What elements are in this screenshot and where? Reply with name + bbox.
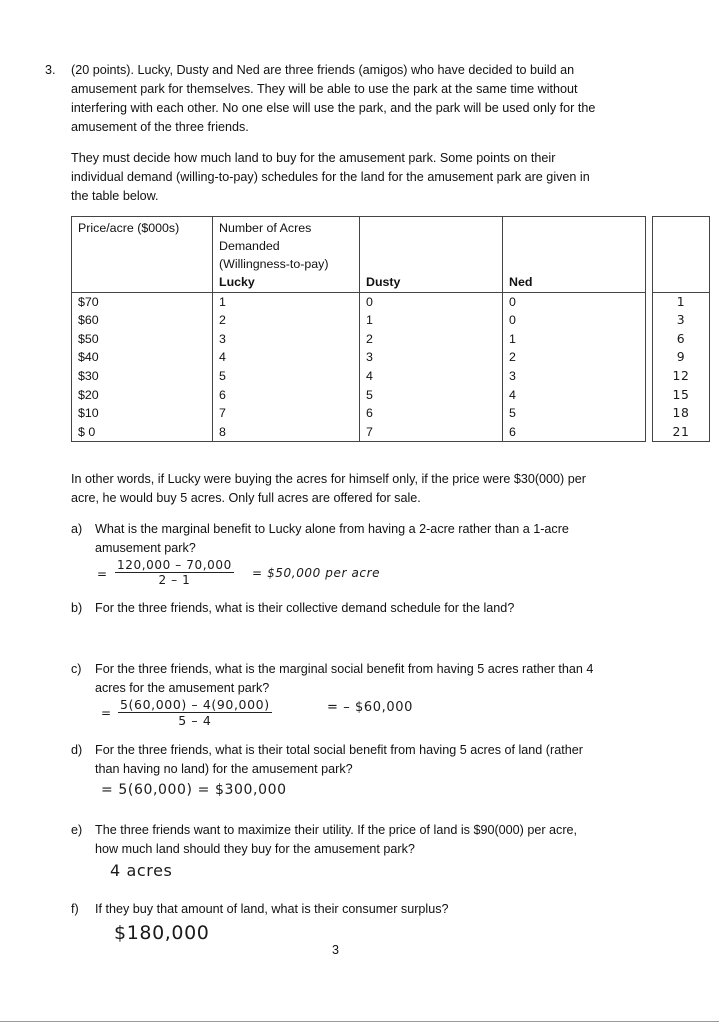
part-c-label: c) [71,662,82,676]
dusty-cell: 0 [360,292,503,311]
lucky-cell: 7 [213,404,360,423]
intro-line-2: amusement park for themselves. They will be able to use the park at the same time without [71,82,578,96]
table-gap [646,217,653,274]
part-a-numerator: 120,000 – 70,000 [117,558,232,572]
table-row [72,311,710,330]
ned-cell: 0 [503,311,646,330]
handwritten-total-cell: 12 [653,367,710,386]
lucky-cell: 2 [213,311,360,330]
part-e-line-1: The three friends want to maximize their utility. If the price of land is $90(000) per acre, [95,823,578,837]
part-c-line-2: acres for the amusement park? [95,681,270,695]
part-c-equals: = [101,706,112,720]
dusty-cell: 5 [360,386,503,405]
ned-cell: 2 [503,348,646,367]
part-d-line-2: than having no land) for the amusement park? [95,762,353,776]
part-b-line-1: For the three friends, what is their collective demand schedule for the land? [95,601,515,615]
price-cell: $30 [72,367,213,386]
lucky-cell: 1 [213,292,360,311]
table-row [72,423,710,442]
part-f-answer: $180,000 [114,922,210,944]
table-gap [646,330,653,349]
para2-line-1: They must decide how much land to buy for the amusement park. Some points on their [71,151,556,165]
price-cell: $60 [72,311,213,330]
part-f-line-1: If they buy that amount of land, what is their consumer surplus? [95,902,449,916]
demand-header-line-3: (Willingness-to-pay) [219,257,329,271]
bottom-divider [0,1021,719,1022]
header-blank-dusty [360,217,503,274]
price-cell: $10 [72,404,213,423]
table-row [72,386,710,405]
part-d-line-1: For the three friends, what is their total social benefit from having 5 acres of land (rather [95,743,583,757]
col-lucky: Lucky [213,273,360,292]
table-row [72,367,710,386]
handwritten-total-cell: 9 [653,348,710,367]
part-e-label: e) [71,823,83,837]
part-e-answer: 4 acres [110,861,173,880]
col-ned: Ned [503,273,646,292]
intro-line-3: interfering with each other. No one else will use the park, and the park will be used only for the [71,101,596,115]
ned-cell: 5 [503,404,646,423]
intro-line-4: amusement of the three friends. [71,120,249,134]
part-a-line-2: amusement park? [95,541,196,555]
dusty-cell: 2 [360,330,503,349]
price-cell: $50 [72,330,213,349]
dusty-cell: 1 [360,311,503,330]
table-row [72,330,710,349]
part-d-label: d) [71,743,83,757]
part-b-label: b) [71,601,83,615]
part-c-line-1: For the three friends, what is the marginal social benefit from having 5 acres rather than 4 [95,662,594,676]
dusty-cell: 7 [360,423,503,442]
demand-table [71,216,710,442]
part-d-answer: = 5(60,000) = $300,000 [101,782,287,798]
para2-line-2: individual demand (willing-to-pay) schedules for the land for the amusement park are given in [71,170,590,184]
lucky-cell: 3 [213,330,360,349]
part-c-fraction [118,697,272,728]
part-c-numerator: 5(60,000) – 4(90,000) [120,697,270,712]
table-row [72,292,710,311]
ned-cell: 3 [503,367,646,386]
ned-cell: 1 [503,330,646,349]
table-row [72,404,710,423]
header-blank-extra [653,217,710,274]
table-gap [646,423,653,442]
col-dusty: Dusty [360,273,503,292]
lucky-cell: 6 [213,386,360,405]
handwritten-total-cell: 15 [653,386,710,405]
price-cell: $40 [72,348,213,367]
intro-line-1: (20 points). Lucky, Dusty and Ned are three friends (amigos) who have decided to build an [71,63,575,77]
table-gap [646,348,653,367]
handwritten-total-cell: 6 [653,330,710,349]
sub-blank-extra [653,273,710,292]
demand-header-line-1: Number of Acres [219,221,312,235]
part-a-line-1: What is the marginal benefit to Lucky alone from having a 2-acre rather than a 1-acre [95,522,569,536]
explain-line-1: In other words, if Lucky were buying the acres for himself only, if the price were $30(000) per [71,472,586,486]
header-blank-ned [503,217,646,274]
question-number: 3. [45,63,56,77]
handwritten-total-cell: 18 [653,404,710,423]
demand-header [213,217,360,274]
ned-cell: 4 [503,386,646,405]
table-gap [646,311,653,330]
lucky-cell: 8 [213,423,360,442]
part-a-label: a) [71,522,83,536]
part-a-denominator: 2 – 1 [158,573,191,587]
table-gap [646,367,653,386]
handwritten-total-cell: 1 [653,292,710,311]
part-e-line-2: how much land should they buy for the amusement park? [95,842,415,856]
lucky-cell: 5 [213,367,360,386]
price-cell: $ 0 [72,423,213,442]
part-a-fraction [115,558,234,587]
explain-line-2: acre, he would buy 5 acres. Only full acres are offered for sale. [71,491,421,505]
demand-header-line-2: Demanded [219,239,280,253]
table-gap [646,273,653,292]
table-gap [646,292,653,311]
part-c-denominator: 5 – 4 [178,713,212,728]
dusty-cell: 4 [360,367,503,386]
part-a-equals: = [97,567,108,581]
price-cell: $20 [72,386,213,405]
part-c-result: = – $60,000 [327,700,414,715]
part-a-result: = $50,000 per acre [252,566,381,580]
lucky-cell: 4 [213,348,360,367]
page-number: 3 [332,943,340,957]
part-f-label: f) [71,902,79,916]
handwritten-total-cell: 21 [653,423,710,442]
handwritten-total-cell: 3 [653,311,710,330]
price-header: Price/acre ($000s) [72,217,213,274]
ned-cell: 0 [503,292,646,311]
table-row [72,348,710,367]
para2-line-3: the table below. [71,189,159,203]
dusty-cell: 3 [360,348,503,367]
table-gap [646,404,653,423]
ned-cell: 6 [503,423,646,442]
table-gap [646,386,653,405]
sub-blank [72,273,213,292]
price-cell: $70 [72,292,213,311]
dusty-cell: 6 [360,404,503,423]
